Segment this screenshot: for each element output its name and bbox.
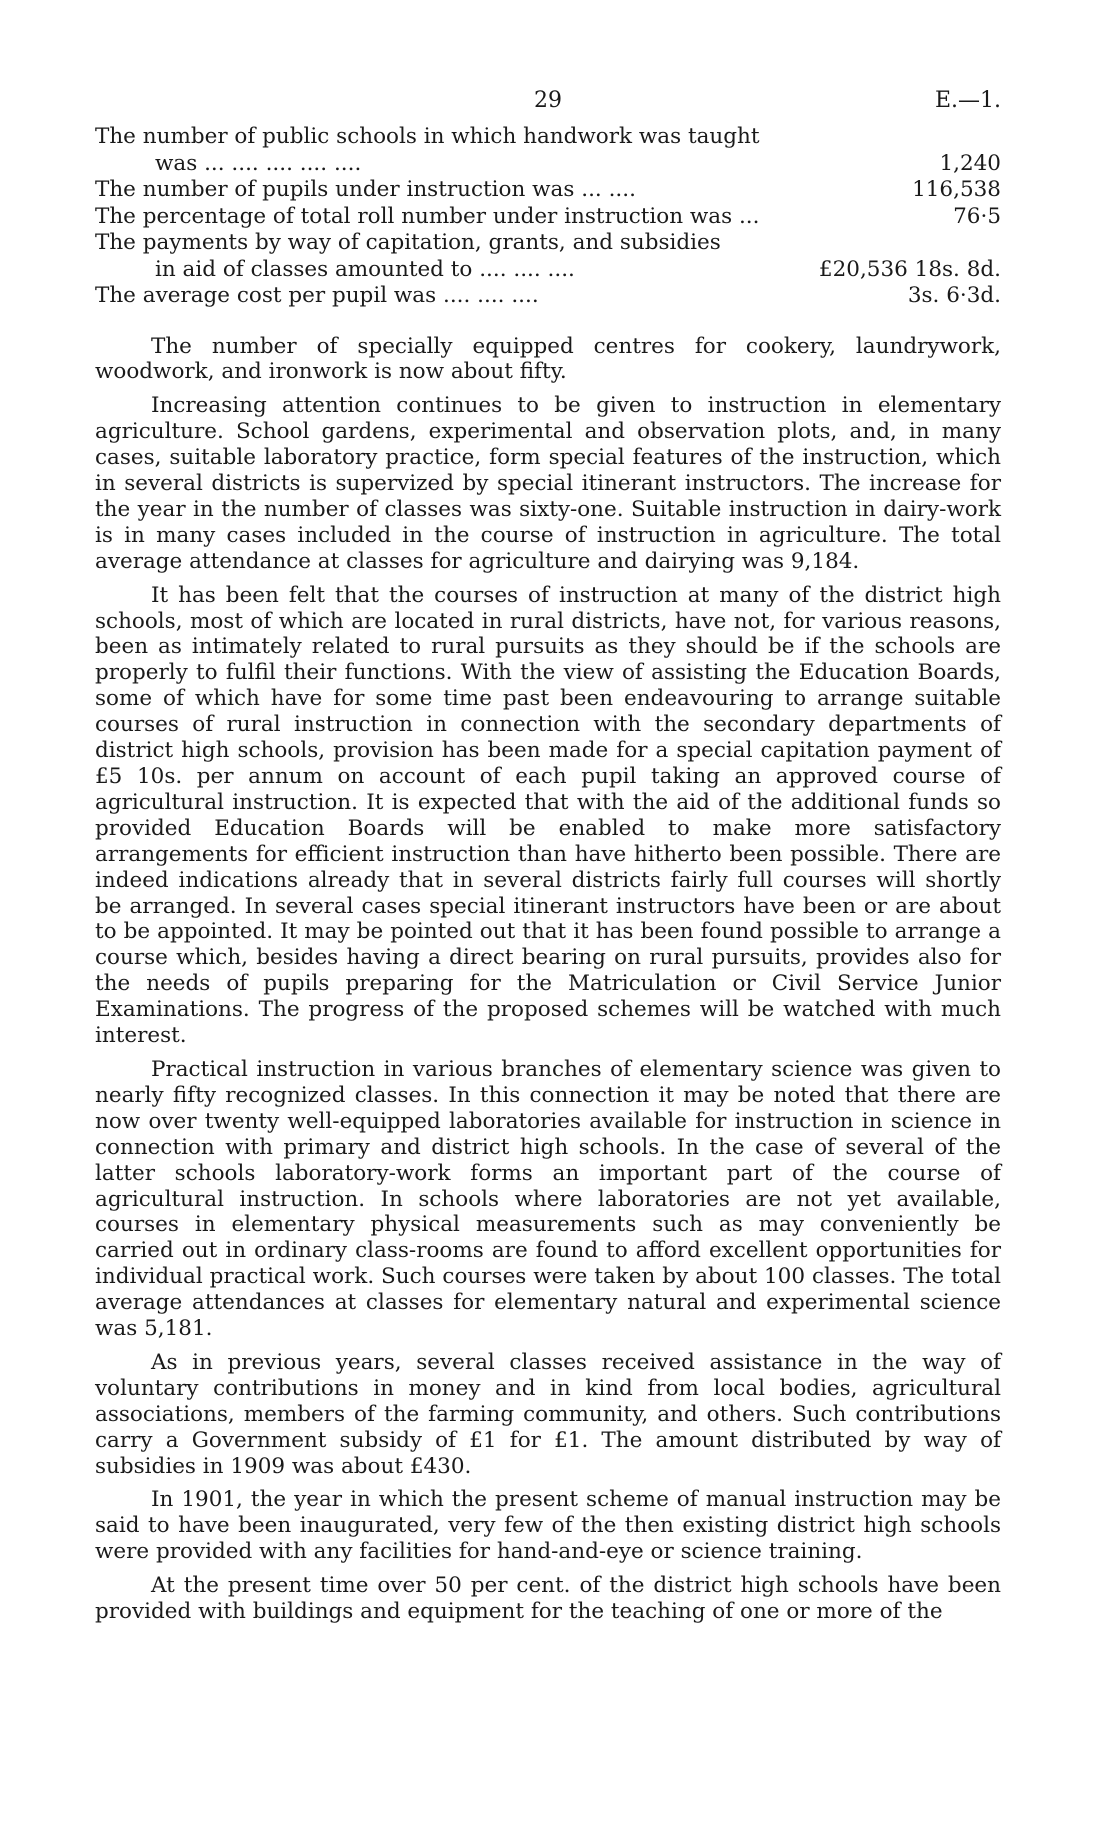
- paragraph: As in previous years, several classes received assistance in the way of voluntary contributions in money and in kind from local bodies, agricultural associations, members of the farming community, and others. Such contributions carry a Government subsidy of £1 for £1. The amount distributed by way of subsidies in 1909 was about £430.: [95, 1349, 1001, 1479]
- paragraph: Practical instruction in various branches of elementary science was given to nearly fifty recognized classes. In this connection it may be noted that there are now over twenty well-equipped laboratories available for instruction in science in connection with primary and district high schools. In the case of several of the latter schools laboratory-work forms an important part of the course of agricultural instruction. In schools where laboratories are not yet available, courses in elementary physical measurements such as may conveniently be carried out in ordinary class-rooms are found to afford excellent opportunities for individual practical work. Such courses were taken by about 100 classes. The total average attendances at classes for elementary natural and experimental science was 5,181.: [95, 1056, 1001, 1342]
- stat-row: [95, 230, 1001, 257]
- stat-row: [95, 177, 1001, 204]
- stat-row: [95, 124, 1001, 151]
- stat-row: [95, 283, 1001, 310]
- series-reference: E.—1.: [934, 88, 1001, 113]
- stat-value: £20,536 18s. 8d.: [818, 256, 1001, 282]
- document-page: [95, 80, 1001, 1633]
- stat-row: [95, 257, 1001, 284]
- stat-value: 116,538: [912, 177, 1001, 202]
- stat-label: The percentage of total roll number under instruction was ...: [95, 203, 760, 229]
- page-header: [95, 80, 1001, 120]
- paragraph: In 1901, the year in which the present scheme of manual instruction may be said to have been inaugurated, very few of the then existing district high schools were provided with any facilities for hand-and-eye or science training.: [95, 1487, 1001, 1565]
- statistics-block: [95, 124, 1001, 310]
- body-text: [95, 334, 1001, 1626]
- stat-row: [95, 204, 1001, 231]
- stat-value: 76·5: [953, 203, 1001, 229]
- page-number: 29: [534, 88, 562, 113]
- stat-label: The number of pupils under instruction was ... ....: [95, 177, 636, 202]
- stat-label: The payments by way of capitation, grants, and subsidies: [95, 230, 721, 255]
- stat-label: was ... .... .... .... ....: [155, 150, 362, 176]
- paragraph: It has been felt that the courses of instruction at many of the district high schools, most of which are located in rural districts, have not, for various reasons, been as intimately related to rural pursuits as they should be if the schools are properly to fulfil their functions. With the view of assisting the Education Boards, some of which have for some time past been endeavouring to arrange suitable courses of rural instruction in connection with the secondary departments of district high schools, provision has been made for a special capitation payment of £5 10s. per annum on account of each pupil taking an approved course of agricultural instruction. It is expected that with the aid of the additional funds so provided Education Boards will be enabled to make more satisfactory arrangements for efficient instruction than have hitherto been possible. There are indeed indications already that in several districts fairly full courses will shortly be arranged. In several cases special itinerant instructors have been or are about to be appointed. It may be pointed out that it has been found possible to arrange a course which, besides having a direct bearing on rural pursuits, provides also for the needs of pupils preparing for the Matriculation or Civil Service Junior Examinations. The progress of the proposed schemes will be watched with much interest.: [95, 582, 1001, 1049]
- paragraph: At the present time over 50 per cent. of the district high schools have been provided with buildings and equipment for the teaching of one or more of the: [95, 1573, 1001, 1625]
- paragraph: The number of specially equipped centres for cookery, laundrywork, woodwork, and ironwork is now about fifty.: [95, 333, 1001, 385]
- stat-label: in aid of classes amounted to .... .... ....: [155, 256, 575, 282]
- paragraph: Increasing attention continues to be given to instruction in elementary agriculture. School gardens, experimental and observation plots, and, in many cases, suitable laboratory practice, form special features of the instruction, which in several districts is supervized by special itinerant instructors. The increase for the year in the number of classes was sixty-one. Suitable instruction in dairy-work is in many cases included in the course of instruction in agriculture. The total average attendance at classes for agriculture and dairying was 9,184.: [95, 393, 1001, 574]
- stat-value: 1,240: [939, 150, 1001, 176]
- stat-label: The average cost per pupil was .... .... ....: [95, 283, 539, 308]
- stat-row: [95, 151, 1001, 178]
- stat-value: 3s. 6·3d.: [907, 283, 1001, 308]
- stat-label: The number of public schools in which handwork was taught: [95, 124, 760, 149]
